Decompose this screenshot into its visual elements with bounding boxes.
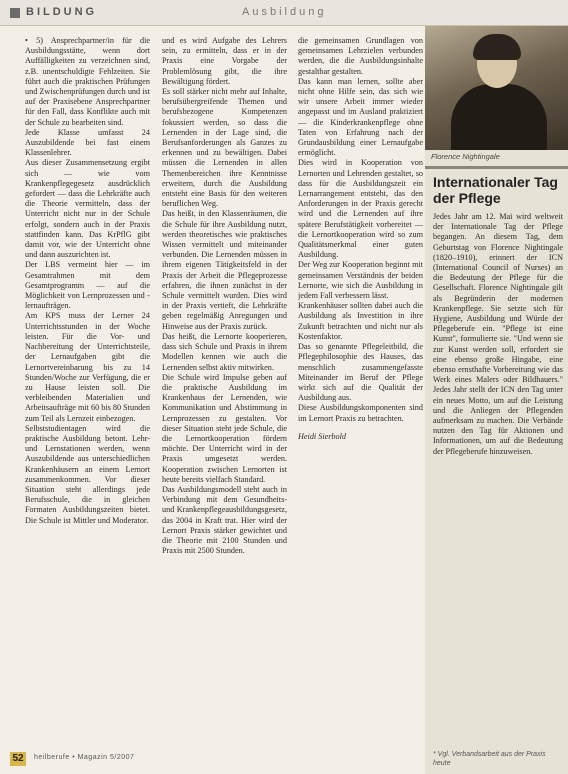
paragraph: und es wird Aufgabe des Lehrers sein, zu ermitteln, dass er in der Praxis eine Vorgabe der Problemlösung gibt, die ihre Bewältigung fördert. (162, 36, 287, 86)
section-title: BILDUNG (26, 6, 98, 18)
paragraph: Jede Klasse umfasst 24 Auszubildende bei fast einem Klassenlehrer. (25, 127, 150, 158)
sidebar-title: Internationaler Tag der Pflege (433, 174, 558, 206)
paragraph: Aus dieser Zusammensetzung ergibt sich — wie vom Krankenpflegegesetz ausdrücklich gefordert — dass die Lehrkräfte auch die Theorie vermitteln, dass der Unterricht nicht nur in der Schule erfolgt, sondern auch in der Praxis stattfinden kann. Das KrPflG gibt damit vor, wie der Unterricht ohne und dann auszurichten ist. (25, 158, 150, 260)
portrait-figure-body (451, 84, 547, 150)
paragraph: Selbststudientagen wird die praktische Ausbildung betont. Lehr- und Lernstationen werden, wenn Auszubildende aus unterschiedlichen Krankenhäusern an einem Lernort zusammenkommen. Vor dieser Situation steht allerdings jede Berufsschule, die in gleichen Formaten Ausbildungszeiten bietet. Die Schule ist Mittler und Moderator. (25, 423, 150, 525)
paragraph: Das heißt, in den Klassenräumen, die die Schule für ihre Ausbildung nutzt, werden theoretisches wie praktisches Wissen vermittelt und miteinander verbunden. Die Lernenden müssen in ihrem eigenen Tätigkeitsfeld in der Praxis der Arbeit die Pflegeprozesse erfahren, die ihnen zunächst in der Schule vermittelt wurden. Dies wird in der Praxis vertieft, die Lehrkräfte geben regelmäßig Anregungen und Hinweise aus der Praxis zurück. (162, 209, 287, 331)
subsection-title: Ausbildung (242, 6, 327, 18)
paragraph: Der Weg zur Kooperation beginnt mit gemeinsamen Verständnis der beiden Lernorte, wie sich die Ausbildung in jedem Fall verbessern lässt. (298, 260, 423, 301)
publication-name: heilberufe • Magazin 5/2007 (34, 754, 135, 761)
paragraph: die gemeinsamen Grundlagen von gemeinsamen Lehrzielen verbunden werden, die die Ausbildungsinhalte gestaltbar gestalten. (298, 36, 423, 76)
paragraph: Der LBS vermeint hier — im Gesamtrahmen mit dem Gesamtprogramm — auf die Möglichkeit von Lernprozessen und -lernaufträgen. (25, 260, 150, 311)
text-column-2 (162, 36, 287, 748)
paragraph: Dies wird in Kooperation von Lernorten und Lehrenden gestaltet, so dass für die Ausbildungszeit ein Lernarrangement entsteht, das den Anforderungen in der Praxis gerecht wird und die Lernenden auf ihre spätere Berufstätigkeit vorbereitet — die Lernortkooperation wird so zum Qualitätsmerkmal einer guten Ausbildung. (298, 158, 423, 260)
sidebar-body-text: Jedes Jahr am 12. Mai wird weltweit der Internationale Tag der Pflege begangen. An diesem Tag, dem Geburtstag von Florence Nightingale (1820–1910), erinnert der ICN (International Council of Nurses) an die Bedeutung der Pflege für die Gesellschaft. Florence Nightingale gilt als Begründerin der modernen Krankenpflege. Sie setzte sich für Hygiene, Ausbildung und Würde der Pflegeberufe ein. "Pflege ist eine Kunst", formulierte sie. "Und wenn sie zur Kunst werden soll, erfordert sie eine ebenso große Hingabe, eine ebenso ernsthafte Vorbereitung wie das Werk eines Malers oder Bildhauers." Jedes Jahr stellt der ICN den Tag unter ein neues Motto, um auf die Leistung und die Anliegen der Pflegenden aufmerksam zu machen. Die Verbände nutzen den Tag für Aktionen und Informationen, um auf die Bedeutung der Pflegeberufe hinzuweisen. (433, 212, 563, 456)
section-header (0, 0, 568, 26)
paragraph: Das heißt, die Lernorte kooperieren, dass sich Schule und Praxis in ihrem Modellen kennen wie auch die Lernenden selbst aktiv mitwirken. (162, 331, 287, 372)
paragraph: Am KPS muss der Lerner 24 Unterrichtsstunden in der Woche leisten. Für die Vor- und Nachbereitung der Unterrichtsteile, der Lernaufgaben gibt die Lernortvereinbarung bis zu 14 Stunden/Woche zur Verfügung, die er zu Hause leisten soll. Die verbleibenden Materialien und Arbeitsaufträge mit 60 bis 80 Stunden zum Teil als Lernzeit einbezogen. (25, 311, 150, 423)
text-column-1 (25, 36, 150, 748)
paragraph: Das Ausbildungsmodell steht auch in Verbindung mit dem Gesundheits- und Krankenpflegeausbildungsgesetz, das 2004 in Kraft trat. Hier wird der Lernort Praxis stärker gewichtet und die Theorie mit 2100 Stunden und Praxis mit 2500 Stunden. (162, 484, 287, 556)
page-number: 52 (10, 752, 26, 766)
author-name: Heidi Sierbold (298, 431, 346, 441)
paragraph: Krankenhäuser sollten dabei auch die Ausbildung als Investition in ihre Zukunft betrachten und nicht nur als Kostenfaktor. (298, 301, 423, 341)
paragraph: Die Schule wird Impulse geben auf die praktische Ausbildung im Krankenhaus der Lernenden, wie Kommunikation und Abstimmung in Lernprozessen zu gestalten. Vor dieser Situation steht jede Schule, die die Lernortkooperation fördern möchte. Der Unterricht wird in der Praxis umgesetzt werden. Kooperation zwischen Lernorten ist heute bereits vielfach Standard. (162, 372, 287, 484)
paragraph: Das kann man lernen, sollte aber nicht ohne Hilfe sein, das sich wie wir unsere Arbeit immer wieder angepasst und im Ausland praktiziert — die Kinderkrankenpflege ohne Taten von Erfahrung nach der Grundausbildung einer Lernaufgabe ermöglicht. (298, 76, 423, 158)
sidebar-box (425, 26, 568, 774)
paragraph: Es soll stärker nicht mehr auf Inhalte, berufsübergreifende Themen und berufsbezogene Kompetenzen fokussiert werden, so dass die Lernenden in der Lage sind, die Berufsanforderungen als Ganzes zu erkennen und zu bewältigen. Dabei müssen die Lernenden in allen Themenbereichen ihre Kenntnisse erweitern, durch die Ausbildung entsteht eine Basis für den weiteren beruflichen Weg. (162, 87, 287, 209)
photo-caption: Florence Nightingale (431, 152, 500, 161)
paragraph: • 5) Ansprechpartner/in für die Ausbildungsstätte, wenn dort Auffälligkeiten zu verzeichnen sind, z.B. unentschuldigte Fehlzeiten. Sie führt auch die praktischen Prüfungen und Zwischenprüfungen durch und ist auf der Praxisebene Ansprechpartner für den Fall, dass Konflikte auch mit der Schule zu bearbeiten sind. (25, 36, 150, 127)
paragraph: Das so genannte Pflegeleitbild, die Pflegephilosophie des Hauses, das menschlich zusammengefasste Miteinander im Beruf der Pflege wirkt sich auf die Qualität der Ausbildung aus. (298, 342, 423, 403)
footnote: * Vgl. Verbandsarbeit aus der Praxis heute (433, 751, 546, 767)
portrait-photo (425, 26, 568, 150)
section-marker-square (10, 8, 20, 18)
paragraph: Diese Ausbildungskomponenten sind im Lernort Praxis zu betrachten. (298, 403, 423, 423)
text-column-3 (298, 36, 423, 748)
divider (425, 166, 568, 169)
portrait-figure-hair (473, 34, 521, 60)
